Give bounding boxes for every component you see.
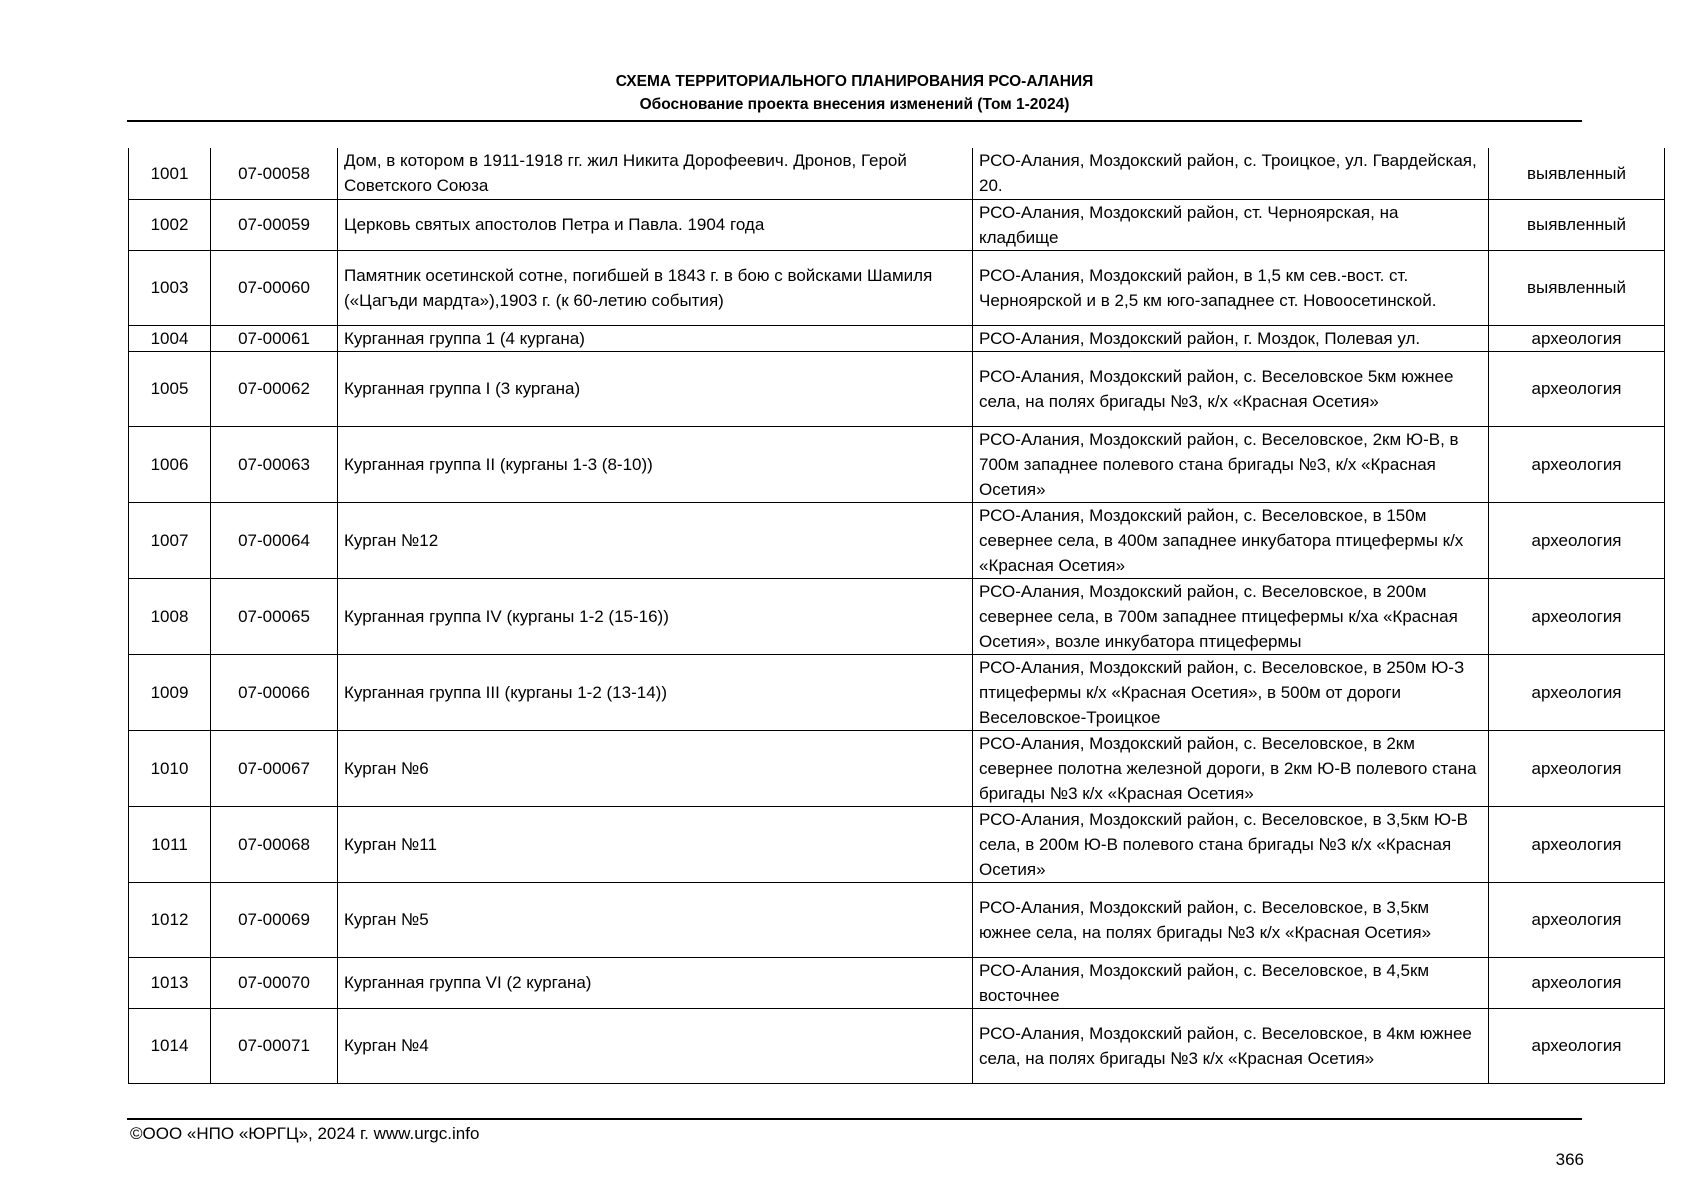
table-row (129, 502, 1665, 578)
table-row (129, 654, 1665, 730)
object-category: археология (1489, 325, 1665, 351)
object-address: РСО-Алания, Моздокский район, ст. Черноярская, на кладбище (973, 199, 1489, 250)
object-name: Дом, в котором в 1911-1918 гг. жил Никита Дорофеевич. Дронов, Герой Советского Союза (338, 148, 973, 199)
object-code: 07-00068 (211, 806, 338, 882)
object-category: археология (1489, 730, 1665, 806)
object-code: 07-00063 (211, 426, 338, 502)
object-category: археология (1489, 806, 1665, 882)
object-name: Курганная группа VI (2 кургана) (338, 957, 973, 1008)
object-address: РСО-Алания, Моздокский район, с. Веселовское, в 150м севернее села, в 400м западнее инкубатора птицефермы к/х «Красная Осетия» (973, 502, 1489, 578)
heritage-registry-table (128, 148, 1665, 1084)
row-number: 1001 (129, 148, 211, 199)
object-category: археология (1489, 1008, 1665, 1083)
object-code: 07-00065 (211, 578, 338, 654)
row-number: 1005 (129, 351, 211, 426)
object-code: 07-00067 (211, 730, 338, 806)
object-category: выявленный (1489, 148, 1665, 199)
object-name: Курган №12 (338, 502, 973, 578)
object-code: 07-00064 (211, 502, 338, 578)
object-address: РСО-Алания, Моздокский район, с. Веселовское, в 4,5км восточнее (973, 957, 1489, 1008)
object-name: Курганная группа II (курганы 1-3 (8-10)) (338, 426, 973, 502)
object-address: РСО-Алания, Моздокский район, с. Веселовское 5км южнее села, на полях бригады №3, к/х «Красная Осетия» (973, 351, 1489, 426)
object-name: Курган №5 (338, 882, 973, 957)
object-name: Курган №6 (338, 730, 973, 806)
row-number: 1010 (129, 730, 211, 806)
object-category: археология (1489, 426, 1665, 502)
object-code: 07-00071 (211, 1008, 338, 1083)
object-address: РСО-Алания, Моздокский район, с. Веселовское, в 200м севернее села, в 700м западнее птицефермы к/ха «Красная Осетия», возле инкубатора птицефермы (973, 578, 1489, 654)
object-name: Курганная группа I (3 кургана) (338, 351, 973, 426)
row-number: 1011 (129, 806, 211, 882)
registry-table-body (129, 148, 1665, 1083)
row-number: 1007 (129, 502, 211, 578)
object-name: Курганная группа III (курганы 1-2 (13-14)) (338, 654, 973, 730)
object-name: Церковь святых апостолов Петра и Павла. 1904 года (338, 199, 973, 250)
row-number: 1008 (129, 578, 211, 654)
object-address: РСО-Алания, Моздокский район, с. Веселовское, в 250м Ю-З птицефермы к/х «Красная Осетия», в 500м от дороги Веселовское-Троицкое (973, 654, 1489, 730)
row-number: 1013 (129, 957, 211, 1008)
object-address: РСО-Алания, Моздокский район, с. Веселовское, 2км Ю-В, в 700м западнее полевого стана бригады №3, к/х «Красная Осетия» (973, 426, 1489, 502)
row-number: 1014 (129, 1008, 211, 1083)
object-address: РСО-Алания, Моздокский район, г. Моздок, Полевая ул. (973, 325, 1489, 351)
object-category: выявленный (1489, 199, 1665, 250)
object-code: 07-00060 (211, 250, 338, 325)
table-row (129, 957, 1665, 1008)
page-header (127, 70, 1582, 116)
table-row (129, 578, 1665, 654)
row-number: 1004 (129, 325, 211, 351)
page-number: 366 (1555, 1150, 1584, 1169)
table-row (129, 351, 1665, 426)
object-category: выявленный (1489, 250, 1665, 325)
object-code: 07-00061 (211, 325, 338, 351)
object-name: Курганная группа IV (курганы 1-2 (15-16)) (338, 578, 973, 654)
object-category: археология (1489, 957, 1665, 1008)
table-row (129, 199, 1665, 250)
object-address: РСО-Алания, Моздокский район, с. Троицкое, ул. Гвардейская, 20. (973, 148, 1489, 199)
object-name: Памятник осетинской сотне, погибшей в 1843 г. в бою с войсками Шамиля («Цагъди мардта»),1903 г. (к 60-летию события) (338, 250, 973, 325)
object-name: Курган №4 (338, 1008, 973, 1083)
table-row (129, 806, 1665, 882)
table-row (129, 426, 1665, 502)
object-category: археология (1489, 654, 1665, 730)
footer-divider (127, 1118, 1582, 1120)
table-row (129, 250, 1665, 325)
object-category: археология (1489, 882, 1665, 957)
object-code: 07-00059 (211, 199, 338, 250)
object-category: археология (1489, 351, 1665, 426)
table-row (129, 730, 1665, 806)
object-name: Курганная группа 1 (4 кургана) (338, 325, 973, 351)
table-row (129, 1008, 1665, 1083)
table-row (129, 148, 1665, 199)
document-subtitle: Обоснование проекта внесения изменений (Том 1-2024) (639, 96, 1070, 113)
header-divider (127, 120, 1582, 122)
object-code: 07-00066 (211, 654, 338, 730)
row-number: 1009 (129, 654, 211, 730)
table-row (129, 325, 1665, 351)
footer-copyright: ©ООО «НПО «ЮРГЦ», 2024 г. www.urgc.info (130, 1124, 480, 1143)
object-address: РСО-Алания, Моздокский район, с. Веселовское, в 3,5км Ю-В села, в 200м Ю-В полевого стана бригады №3 к/х «Красная Осетия» (973, 806, 1489, 882)
object-code: 07-00058 (211, 148, 338, 199)
object-category: археология (1489, 578, 1665, 654)
row-number: 1003 (129, 250, 211, 325)
table-row (129, 882, 1665, 957)
object-address: РСО-Алания, Моздокский район, с. Веселовское, в 4км южнее села, на полях бригады №3 к/х «Красная Осетия» (973, 1008, 1489, 1083)
object-address: РСО-Алания, Моздокский район, с. Веселовское, в 3,5км южнее села, на полях бригады №3 к/х «Красная Осетия» (973, 882, 1489, 957)
object-address: РСО-Алания, Моздокский район, в 1,5 км сев.-вост. ст. Черноярской и в 2,5 км юго-западнее ст. Новоосетинской. (973, 250, 1489, 325)
row-number: 1002 (129, 199, 211, 250)
object-code: 07-00069 (211, 882, 338, 957)
object-code: 07-00070 (211, 957, 338, 1008)
object-name: Курган №11 (338, 806, 973, 882)
object-code: 07-00062 (211, 351, 338, 426)
row-number: 1006 (129, 426, 211, 502)
document-title: СХЕМА ТЕРРИТОРИАЛЬНОГО ПЛАНИРОВАНИЯ РСО-АЛАНИЯ (615, 73, 1094, 90)
object-address: РСО-Алания, Моздокский район, с. Веселовское, в 2км севернее полотна железной дороги, в 2км Ю-В полевого стана бригады №3 к/х «Красная Осетия» (973, 730, 1489, 806)
row-number: 1012 (129, 882, 211, 957)
object-category: археология (1489, 502, 1665, 578)
